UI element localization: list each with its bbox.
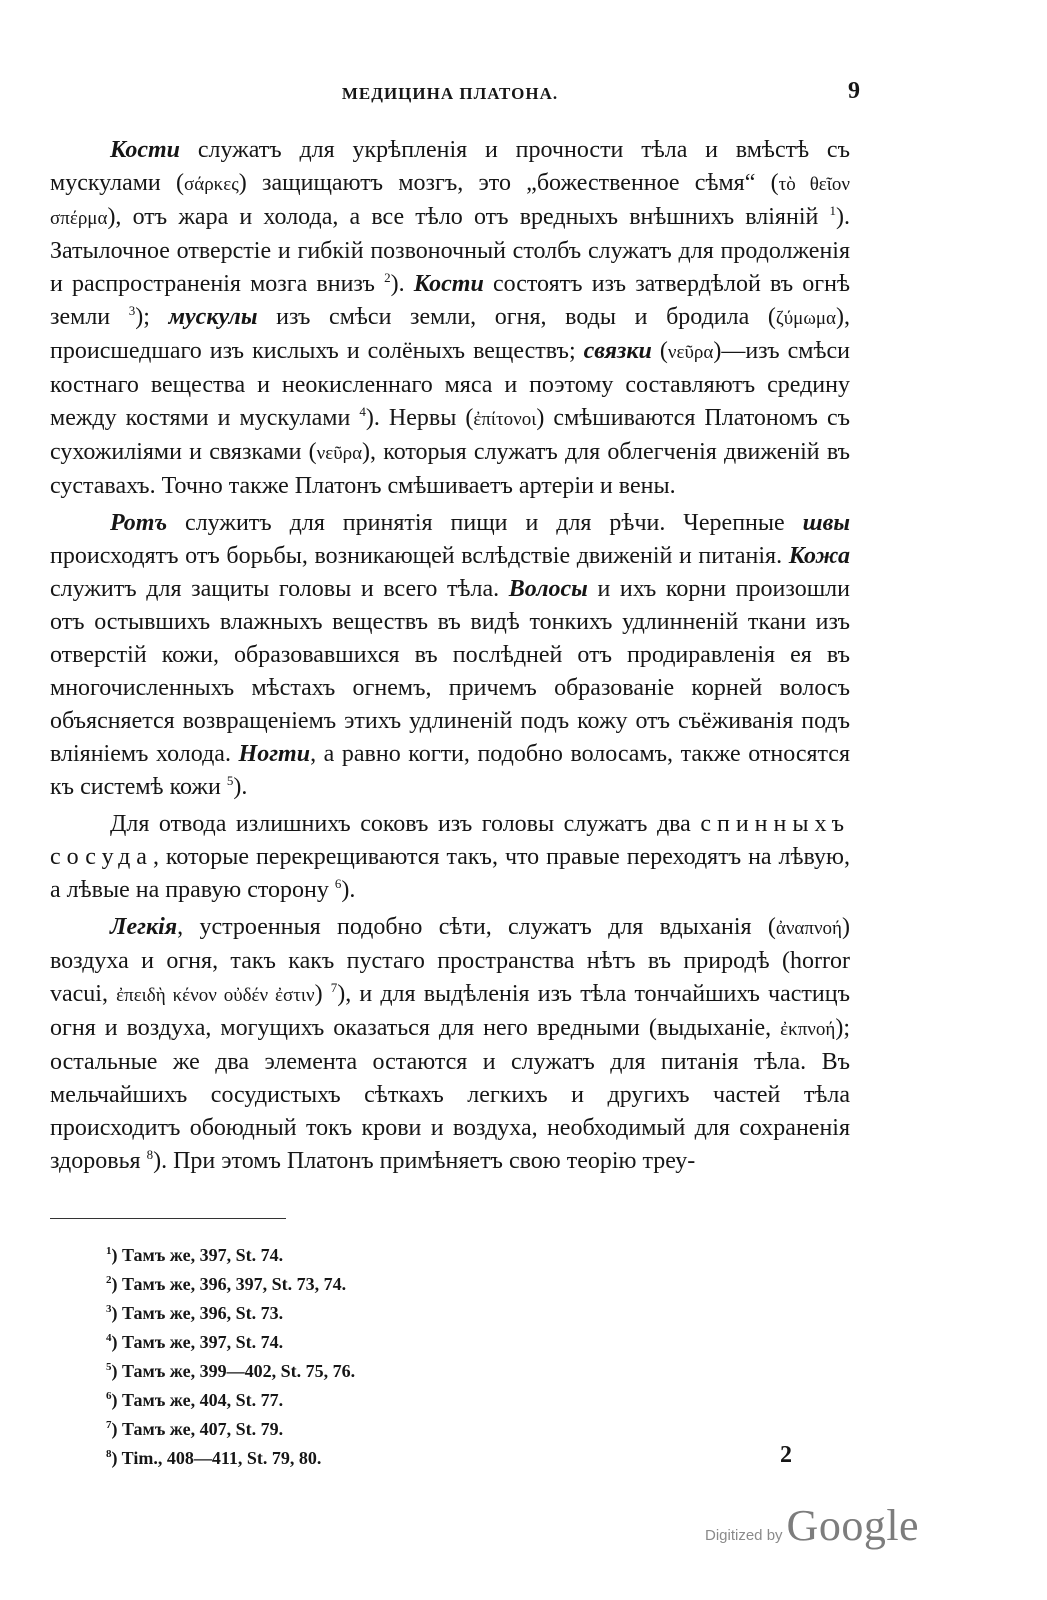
footnote-ref: 5 [226,773,234,788]
text-run: , устроенныя подобно сѣти, служатъ для вдыханія ( [177,914,776,940]
text-run: ); [135,304,169,330]
google-logo: Google [786,1501,920,1550]
footnote-8: $^8$) Tim., 408—411, St. 79, 80. [106,1448,322,1468]
text-run: служитъ для защиты головы и всего тѣла. [50,576,509,602]
text-run: ἐπειδὴ κένον οὐδέν ἐστιν [116,985,315,1006]
text-run: ). Нервы ( [365,405,474,431]
emphasized-term: Ротъ [110,510,168,536]
text-run: )—изъ смѣси костнаго вещества и неокисленнаго мяса и поэтому составляютъ средину между костями и мускулами [50,338,851,431]
footnote-7: $^7$) Тамъ же, 407, St. 79. [106,1419,284,1439]
footnote-ref: 1 [829,203,836,218]
text-run: состоятъ изъ затвердѣлой въ огнѣ земли [50,271,850,330]
text-run: ). [233,774,248,800]
footnote-4: $^4$) Тамъ же, 397, St. 74. [106,1332,284,1352]
footnote-3: $^3$) Тамъ же, 396, St. 73. [106,1303,284,1323]
text-run: , а равно когти, подобно волосамъ, также относятся къ системѣ кожи [50,741,850,800]
text-run: ἀναπνοή [775,918,842,939]
signature-mark: 2 [780,1442,792,1468]
text-run: служатъ для укрѣпленія и прочности тѣла и вмѣстѣ съ мускулами ( [50,137,850,196]
digitized-label: Digitized by [705,1527,783,1544]
text-run: ); остальные же два элемента остаются и служатъ для питанія тѣла. Въ мельчайшихъ сосудистыхъ сѣткахъ легкихъ и другихъ частей тѣла происходитъ обоюдный токъ крови и воздуха, необходимый для сохраненія здоровья [50,1015,850,1174]
text-run: νεῦρα [316,443,363,464]
text-run: ἐπίτονοι [473,409,537,430]
digitized-watermark [705,1500,919,1556]
text-run: ), отъ жара и холода, а все тѣло отъ вредныхъ внѣшнихъ вліяній [107,204,830,230]
text-run: Для отвода излишнихъ соковъ изъ головы служатъ два [110,811,701,837]
footnote-ref: 7 [330,980,338,995]
footnote-2: $^2$) Тамъ же, 396, 397, St. 73, 74. [106,1274,347,1294]
emphasized-term: Кости [110,137,181,163]
text-run: , которые перекрещиваются такъ, что правые переходятъ на лѣвую, а лѣвые на правую сторону [50,844,850,903]
emphasized-term: связки [583,338,652,364]
running-head [50,78,860,114]
text-run: ). [390,271,414,297]
paragraph-spinal-vessels [50,808,850,907]
text-run: ζύμωμα [775,308,837,329]
text-run: происходятъ отъ борьбы, возникающей вслѣдствіе движеній и питанія. [50,543,789,569]
text-run: ). При этомъ Платонъ примѣняетъ свою теорію треу- [153,1148,696,1174]
footnote-1: $^1$) Тамъ же, 397, St. 74. [106,1245,284,1265]
running-title: МЕДИЦИНА ПЛАТОНА. [341,84,559,103]
emphasized-term: мускулы [168,304,258,330]
text-run: ). [341,877,356,903]
text-run: ἐκπνοή [780,1019,836,1040]
footnote-6: $^6$) Тамъ же, 404, St. 77. [106,1390,284,1410]
text-run: ) защищаютъ мозгъ, это „божественное сѣмя“ ( [238,170,779,196]
emphasized-term: Кожа [788,543,850,569]
footnote-5: $^5$) Тамъ же, 399—402, St. 75, 76. [106,1361,356,1381]
paragraph-lungs [50,911,850,1178]
text-run: и ихъ корни произошли отъ остывшихъ влажныхъ веществъ въ видѣ тонкихъ удлинненій ткани изъ отверстій кожи, образовавшихся въ послѣдней отъ продиравленія ея въ многочисленныхъ мѣстахъ огнемъ, причемъ образованіе корней волосъ объясняется возвращеніемъ этихъ удлиненій подъ кожу отъ съёживанія подъ вліяніемъ холода. [50,576,850,767]
text-run: ) [314,981,331,1007]
footnote-ref: 6 [334,876,342,891]
emphasized-term: Легкія [110,914,178,940]
text-run: νεῦρα [667,342,714,363]
emphasized-term: Волосы [508,576,588,602]
emphasized-term: швы [802,510,850,536]
text-run: σάρκες [184,174,239,195]
text-run: ), происшедшаго изъ кислыхъ и солёныхъ веществъ; [50,304,851,364]
text-run: ), которыя служатъ для облегченія движеній въ суставахъ. Точно также Платонъ смѣшиваетъ артеріи и вены. [50,439,851,499]
footnote-ref: 4 [359,404,366,419]
text-run: ( [651,338,668,364]
paragraph-mouth-skin-hair [50,507,850,804]
footnote-ref: 3 [128,303,136,318]
text-run: ) воздуха и огня, такъ какъ пустаго пространства нѣтъ въ природѣ (horror vacui, [50,914,850,1007]
footnote-ref: 2 [384,270,391,285]
emphasized-term: Ногти [238,741,311,767]
text-run: изъ смѣси земли, огня, воды и бродила ( [257,304,776,330]
footnotes [50,1241,850,1473]
text-run: τὸ θεῖον σπέρμα [50,174,850,229]
text-run: ) смѣшиваются Платономъ съ сухожиліями и связками ( [50,405,851,465]
footnote-ref: 8 [146,1147,154,1162]
body-text [50,134,850,1178]
emphasized-term: Кости [413,271,484,297]
page-number: 9 [848,78,860,104]
paragraph-bones [50,134,850,503]
text-run: ), и для выдѣленія изъ тѣла тончайшихъ частицъ огня и воздуха, могущихъ оказаться для него вредными (выдыханіе, [50,981,850,1041]
text-run: ). Затылочное отверстіе и гибкій позвоночный столбъ служатъ для продолженія и распространенія мозга внизъ [50,204,850,297]
footnote-divider [50,1218,286,1219]
page-content [50,78,860,1473]
text-run: служитъ для принятія пищи и для рѣчи. Черепные [167,510,803,536]
text-run: спинныхъ сосуда [50,811,850,870]
